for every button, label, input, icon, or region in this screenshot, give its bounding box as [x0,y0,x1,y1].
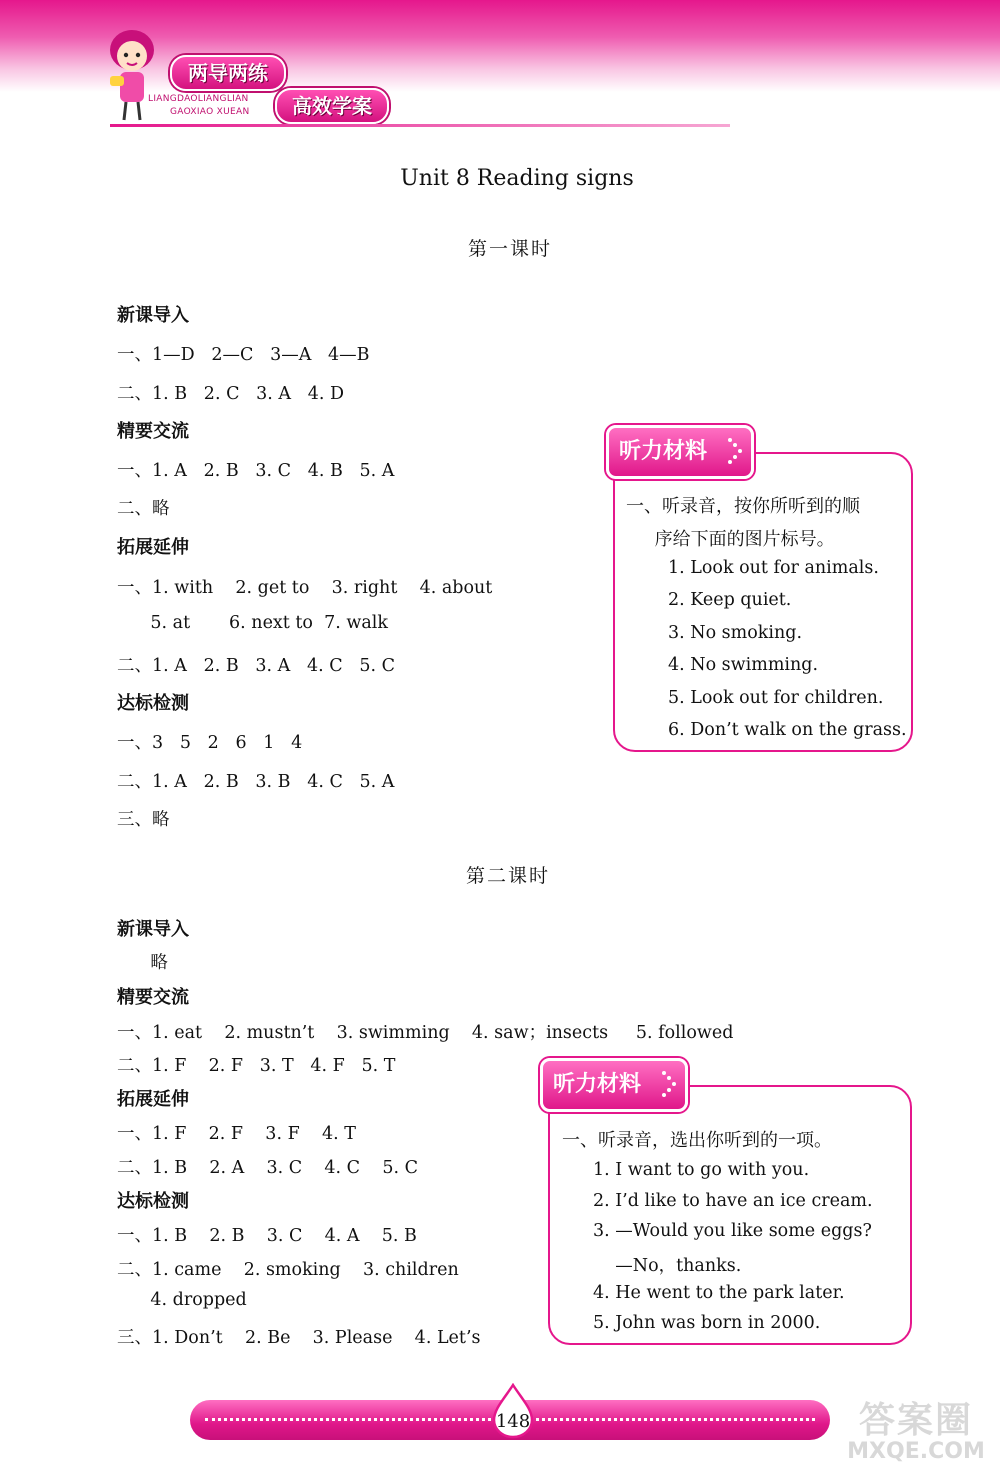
answer-line: 一、1—D 2—C 3—A 4—B [117,345,370,365]
listening-tag-label: 听力材料 [619,439,708,464]
dots-arrow-icon [661,1069,679,1099]
listening-item: 4. No swimming. [668,655,819,675]
answer-line: 5. at 6. next to 7. walk [117,613,388,633]
listening-item: —No，thanks. [593,1256,742,1276]
answer-line: 一、1. F 2. F 3. F 4. T [117,1124,356,1144]
answer-line: 二、1. F 2. F 3. T 4. F 5. T [117,1056,396,1076]
answer-line: 三、1. Don’t 2. Be 3. Please 4. Let’s [117,1328,481,1348]
section-title: 拓展延伸 [117,537,189,558]
page-number: 148 [495,1411,531,1432]
watermark-logo-text: 答案圈 [858,1400,973,1441]
listening-item: 1. I want to go with you. [593,1160,810,1180]
section-title: 精要交流 [117,987,189,1008]
logo-pinyin-2: GAOXIAO XUEAN [170,107,250,117]
watermark [836,1392,996,1464]
answer-line: 一、3 5 2 6 1 4 [117,733,303,753]
section-title: 拓展延伸 [117,1089,189,1110]
listening-item: 1. Look out for animals. [668,558,879,578]
watermark-url: MXQE.COM [847,1439,985,1464]
answer-line: 三、略 [117,810,170,830]
answer-line: 一、1. B 2. B 3. C 4. A 5. B [117,1226,417,1246]
section-title: 新课导入 [117,919,189,940]
listening-item: 3. No smoking. [668,623,803,643]
listening-item: 4. He went to the park later. [593,1283,845,1303]
lesson-1-heading: 第一课时 [468,238,553,260]
answer-line: 二、1. came 2. smoking 3. children [117,1260,459,1280]
listening-material-tag [606,425,754,479]
answer-line: 二、1. B 2. C 3. A 4. D [117,384,345,404]
answer-line: 一、1. A 2. B 3. C 4. B 5. A [117,461,395,481]
logo-main: 两导两练 [170,55,286,91]
page-title: Unit 8 Reading signs [400,166,634,191]
section-title: 新课导入 [117,305,189,326]
section-title: 精要交流 [117,421,189,442]
answer-line: 一、1. with 2. get to 3. right 4. about [117,578,493,598]
mascot-girl-icon [100,28,168,123]
dots-arrow-icon [727,436,745,466]
listening-item: 2. I’d like to have an ice cream. [593,1191,873,1211]
logo-pinyin-1: LIANGDAOLIANGLIAN [148,94,249,104]
listening-item: 2. Keep quiet. [668,590,792,610]
listening-instruction: 一、听录音，按你所听到的顺 [626,496,860,517]
listening-item: 6. Don’t walk on the grass. [668,720,907,740]
answer-line: 二、略 [117,499,170,519]
listening-material-tag [540,1058,688,1112]
listening-instruction: 序给下面的图片标号。 [626,529,835,550]
lesson-2-heading: 第二课时 [466,865,551,887]
listening-tag-label: 听力材料 [553,1072,642,1097]
header-divider [110,124,730,127]
section-title: 达标检测 [117,693,189,714]
listening-item: 3. —Would you like some eggs? [593,1221,872,1241]
logo-sub: 高效学案 [275,88,389,124]
section-title: 达标检测 [117,1191,189,1212]
listening-instruction: 一、听录音，选出你听到的一项。 [562,1130,832,1151]
answer-line: 4. dropped [117,1290,247,1310]
answer-line: 二、1. A 2. B 3. A 4. C 5. C [117,656,395,676]
listening-item: 5. John was born in 2000. [593,1313,821,1333]
answer-line: 二、1. B 2. A 3. C 4. C 5. C [117,1158,418,1178]
answer-line: 一、1. eat 2. mustn’t 3. swimming 4. saw；insects 5. followed [117,1023,734,1043]
listening-material-box [548,1085,912,1345]
answer-line: 略 [117,953,168,973]
answer-line: 二、1. A 2. B 3. B 4. C 5. A [117,772,395,792]
listening-item: 5. Look out for children. [668,688,884,708]
